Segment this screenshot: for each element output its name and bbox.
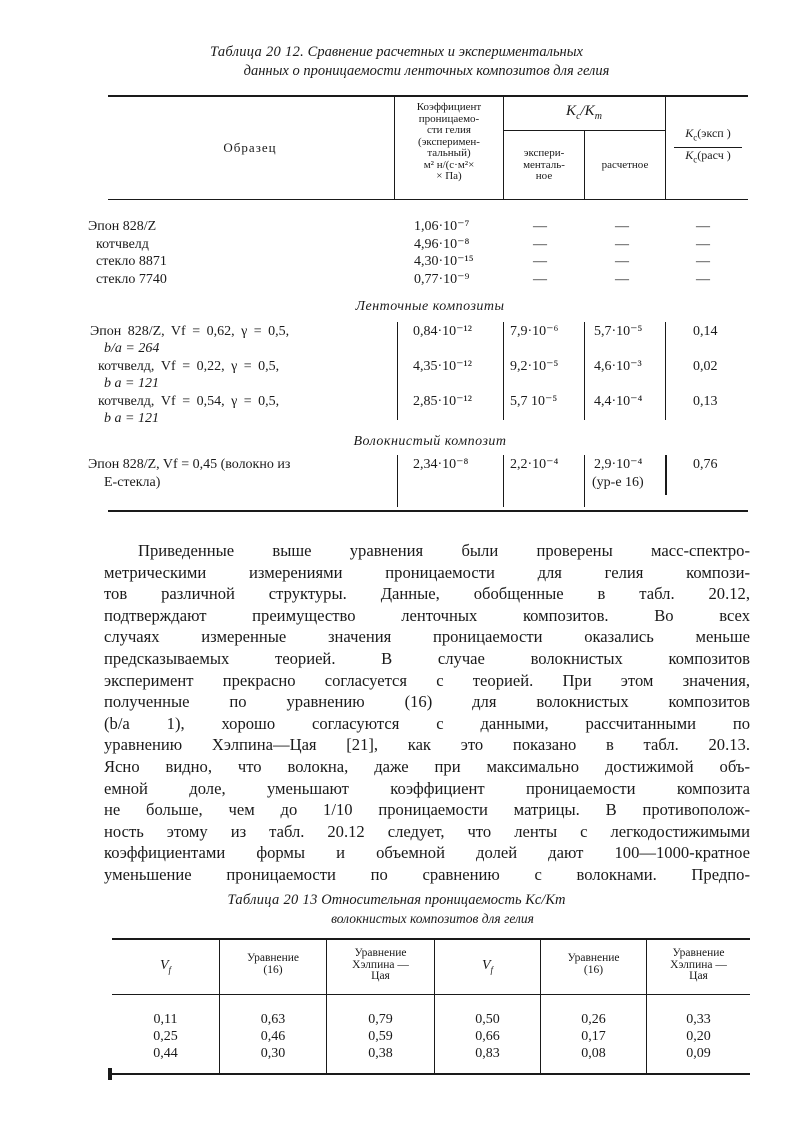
ribbon-row-line1: котчвелд, Vf = 0,22, γ = 0,5, — [98, 359, 280, 374]
t2-vf1: 0,44 — [153, 1046, 178, 1061]
ribbon-coef: 0,84·10⁻¹² — [413, 324, 472, 339]
table1-caption-line1: Сравнение расчетных и экспериментальных — [307, 44, 583, 60]
paragraph-line: уменьшение проницаемости по сравнению с волокнами. Предпо- — [104, 864, 750, 884]
hc-line: Хэлпина — — [670, 958, 727, 971]
table2-header-eq16 — [220, 953, 326, 976]
table1-caption-label: Таблица 20 12. — [210, 44, 305, 60]
matrix-ratio: — — [696, 254, 710, 269]
table1-vline — [584, 322, 585, 420]
matrix-name: стекло 7740 — [96, 272, 167, 287]
table2-header-vf: $V_f$ — [159, 958, 172, 975]
t2-hc1: 0,38 — [368, 1046, 393, 1061]
fiber-coef: 2,34·10⁻⁸ — [413, 457, 469, 472]
t2-hc1: 0,79 — [368, 1012, 393, 1027]
ribbon-row-line2: b a = 121 — [104, 411, 159, 426]
table2-caption-line1: Относительная проницаемость Kc/Km — [321, 892, 566, 908]
ratio-exp-line: экспери- — [523, 147, 565, 159]
table2-header-vf2: $V_f$ — [481, 958, 494, 975]
matrix-exp: — — [533, 237, 547, 252]
table2-header-hc — [327, 948, 434, 983]
coef-line: сти гелия — [426, 124, 471, 136]
eq16-line: (16) — [263, 963, 283, 976]
paragraph-line: тов различной структуры. Данные, обобщенные в табл. 20.12, — [104, 584, 750, 604]
fiber-ratio: 0,76 — [693, 457, 718, 472]
t2-eq2: 0,17 — [581, 1029, 606, 1044]
coef-line: тальный) — [427, 147, 471, 159]
ribbon-calc: 4,4·10⁻⁴ — [594, 394, 643, 409]
matrix-name: стекло 8871 — [96, 254, 167, 269]
ratio-exp-line: ное — [535, 170, 553, 182]
table2-top-rule — [112, 938, 750, 940]
ratio-symbol: $K_c/K_m$ — [566, 103, 602, 122]
table1-header-ratio — [504, 103, 664, 123]
table2-header-bottom-rule — [112, 994, 750, 995]
table1-caption — [0, 44, 793, 61]
ribbon-calc: 4,6·10⁻³ — [594, 359, 642, 374]
t2-eq2: 0,08 — [581, 1046, 606, 1061]
matrix-coef: 4,96·10⁻⁸ — [414, 237, 470, 252]
last-den: $K_c(расч$ ) — [685, 147, 731, 165]
paragraph-line: коэффициентами формы и объемной долей дают 100—1000-кратное — [104, 843, 750, 863]
matrix-calc: — — [615, 219, 629, 234]
table1-caption-line2: данных о проницаемости ленточных композитов для гелия — [243, 63, 610, 79]
table1-vline — [394, 96, 395, 199]
table1-bottom-rule — [108, 510, 748, 512]
t2-vf1: 0,25 — [153, 1029, 178, 1044]
section-fiber-title: Волокнистый композит — [353, 434, 507, 449]
ribbon-row-line1: Эпон 828/Z, Vf = 0,62, γ = 0,5, — [90, 324, 290, 339]
matrix-exp: — — [533, 254, 547, 269]
matrix-coef: 0,77·10⁻⁹ — [414, 272, 470, 287]
hc-line: Уравнение — [672, 947, 725, 959]
matrix-name: котчвелд — [96, 237, 149, 252]
t2-hc2: 0,33 — [686, 1012, 711, 1027]
paragraph-line: емной доле, уменьшают коэффициент проницаемости композита — [104, 778, 750, 798]
ribbon-ratio: 0,13 — [693, 394, 718, 409]
ribbon-ratio: 0,02 — [693, 359, 718, 374]
table1-vline — [397, 322, 398, 420]
table2-caption — [0, 892, 793, 909]
table2-bottom-rule — [112, 1073, 750, 1075]
table1-vline — [503, 322, 504, 420]
ribbon-exp: 9,2·10⁻⁵ — [510, 359, 559, 374]
paragraph-line: случаях измеренные значения проницаемости оказались меньше — [104, 627, 750, 647]
body-paragraph — [104, 540, 750, 886]
table1-header-bottom-rule — [108, 199, 748, 200]
paragraph-line: ность этому из табл. 20.12 следует, что ленты с легкодостижимыми — [104, 821, 750, 841]
coef-line: Коэффициент — [416, 101, 482, 113]
paragraph-line: подтверждают преимущество ленточных композитов. Во всех — [104, 605, 750, 625]
t2-eq1: 0,46 — [260, 1029, 286, 1044]
table1-header-coef — [396, 102, 502, 183]
matrix-calc: — — [615, 272, 629, 287]
paragraph-line: не больше, чем до 1/10 проницаемости матрицы. В противополож- — [104, 800, 750, 820]
last-num: $K_c(эксп$ ) — [685, 126, 731, 143]
table2-caption-label: Таблица 20 13 — [227, 892, 318, 908]
paragraph-line: Приведенные выше уравнения были проверены масс-спектро- — [138, 541, 750, 560]
t2-hc2: 0,09 — [686, 1046, 711, 1061]
t2-eq2: 0,26 — [581, 1012, 606, 1027]
ribbon-row-line2: b/a = 264 — [104, 341, 160, 356]
t2-eq1: 0,30 — [260, 1046, 286, 1061]
ratio-exp-line: менталь- — [523, 158, 565, 171]
table2-caption-line2: волокнистых композитов для гелия — [331, 911, 534, 926]
t2-vf2: 0,66 — [475, 1029, 500, 1044]
coef-line: (эксперимен- — [418, 135, 480, 148]
matrix-ratio: — — [696, 219, 710, 234]
ribbon-ratio: 0,14 — [693, 324, 718, 339]
matrix-coef: 1,06·10⁻⁷ — [414, 219, 470, 234]
fiber-row-line1: Эпон 828/Z, Vf = 0,45 (волокно из — [88, 457, 291, 472]
t2-vf1: 0,11 — [153, 1012, 178, 1027]
eq16-line: Уравнение — [246, 952, 300, 964]
hc-line: Цая — [371, 970, 390, 982]
table1-header-last — [666, 128, 750, 166]
matrix-ratio: — — [696, 272, 710, 287]
paragraph-line: Ясно видно, что волокна, даже при максимально достижимой объ- — [104, 756, 750, 776]
ribbon-coef: 4,35·10⁻¹² — [413, 359, 472, 374]
ribbon-coef: 2,85·10⁻¹² — [413, 394, 472, 409]
t2-vf2: 0,50 — [475, 1012, 500, 1027]
eq16-line: Уравнение — [567, 952, 620, 964]
t2-hc1: 0,59 — [368, 1029, 393, 1044]
t2-eq1: 0,63 — [260, 1012, 286, 1027]
ribbon-row-line1: котчвелд, Vf = 0,54, γ = 0,5, — [98, 394, 280, 409]
hc-line: Цая — [689, 970, 708, 982]
matrix-calc: — — [615, 254, 629, 269]
section-ribbon-title: Ленточные композиты — [355, 299, 505, 314]
matrix-calc: — — [615, 237, 629, 252]
table2-header-eq16-2 — [541, 953, 646, 976]
t2-hc2: 0,20 — [686, 1029, 711, 1044]
ribbon-exp: 7,9·10⁻⁶ — [510, 324, 559, 339]
ribbon-row-line2: b a = 121 — [104, 376, 159, 391]
table1-header-sample: Образец — [223, 140, 277, 155]
hc-line: Уравнение — [354, 947, 407, 959]
matrix-ratio: — — [696, 237, 710, 252]
table1-vline — [503, 455, 504, 507]
paragraph-line: предсказываемых теорией. В случае волокнистых композитов — [104, 648, 750, 668]
coef-line: м² н/(с·м²× — [423, 158, 475, 171]
paragraph-line: (b/a 1), хорошо согласуются с данными, рассчитанными по — [104, 713, 750, 733]
table1-vline — [584, 455, 585, 507]
coef-line: × Па) — [436, 170, 462, 182]
fiber-calc-note: (ур-е 16) — [592, 475, 644, 490]
paragraph-line: метрическими измерениями проницаемости для гелия компози- — [104, 562, 750, 582]
fiber-row-line2: Е-стекла) — [104, 475, 161, 490]
table1-top-rule — [108, 95, 748, 97]
matrix-coef: 4,30·10⁻¹⁵ — [414, 254, 474, 269]
hc-line: Хэлпина — — [352, 958, 409, 971]
table2-header-hc-2 — [647, 948, 750, 983]
fiber-exp: 2,2·10⁻⁴ — [510, 457, 559, 472]
matrix-exp: — — [533, 272, 547, 287]
table1-vline — [397, 455, 398, 507]
matrix-exp: — — [533, 219, 547, 234]
paragraph-line: эксперимент прекрасно согласуется с теорией. При этом значения, — [104, 670, 750, 690]
table1-header-ratio-calc: расчетное — [601, 159, 649, 171]
page-edge-mark — [108, 1068, 112, 1080]
table1-header-ratio-exp — [504, 148, 584, 183]
paragraph-line: уравнению Хэлпина—Цая [21], как это показано в табл. 20.13. — [104, 735, 750, 755]
fiber-calc: 2,9·10⁻⁴ — [594, 457, 643, 472]
paragraph-line: полученные по уравнению (16) для волокнистых композитов — [104, 692, 750, 712]
table1-vline — [665, 322, 666, 420]
t2-vf2: 0,83 — [475, 1046, 500, 1061]
matrix-name: Эпон 828/Z — [88, 219, 157, 234]
table1-vline — [665, 455, 667, 495]
ribbon-calc: 5,7·10⁻⁵ — [594, 324, 643, 339]
ribbon-exp: 5,7 10⁻⁵ — [510, 394, 558, 409]
eq16-line: (16) — [583, 963, 604, 976]
coef-line: проницаемо- — [418, 112, 480, 125]
